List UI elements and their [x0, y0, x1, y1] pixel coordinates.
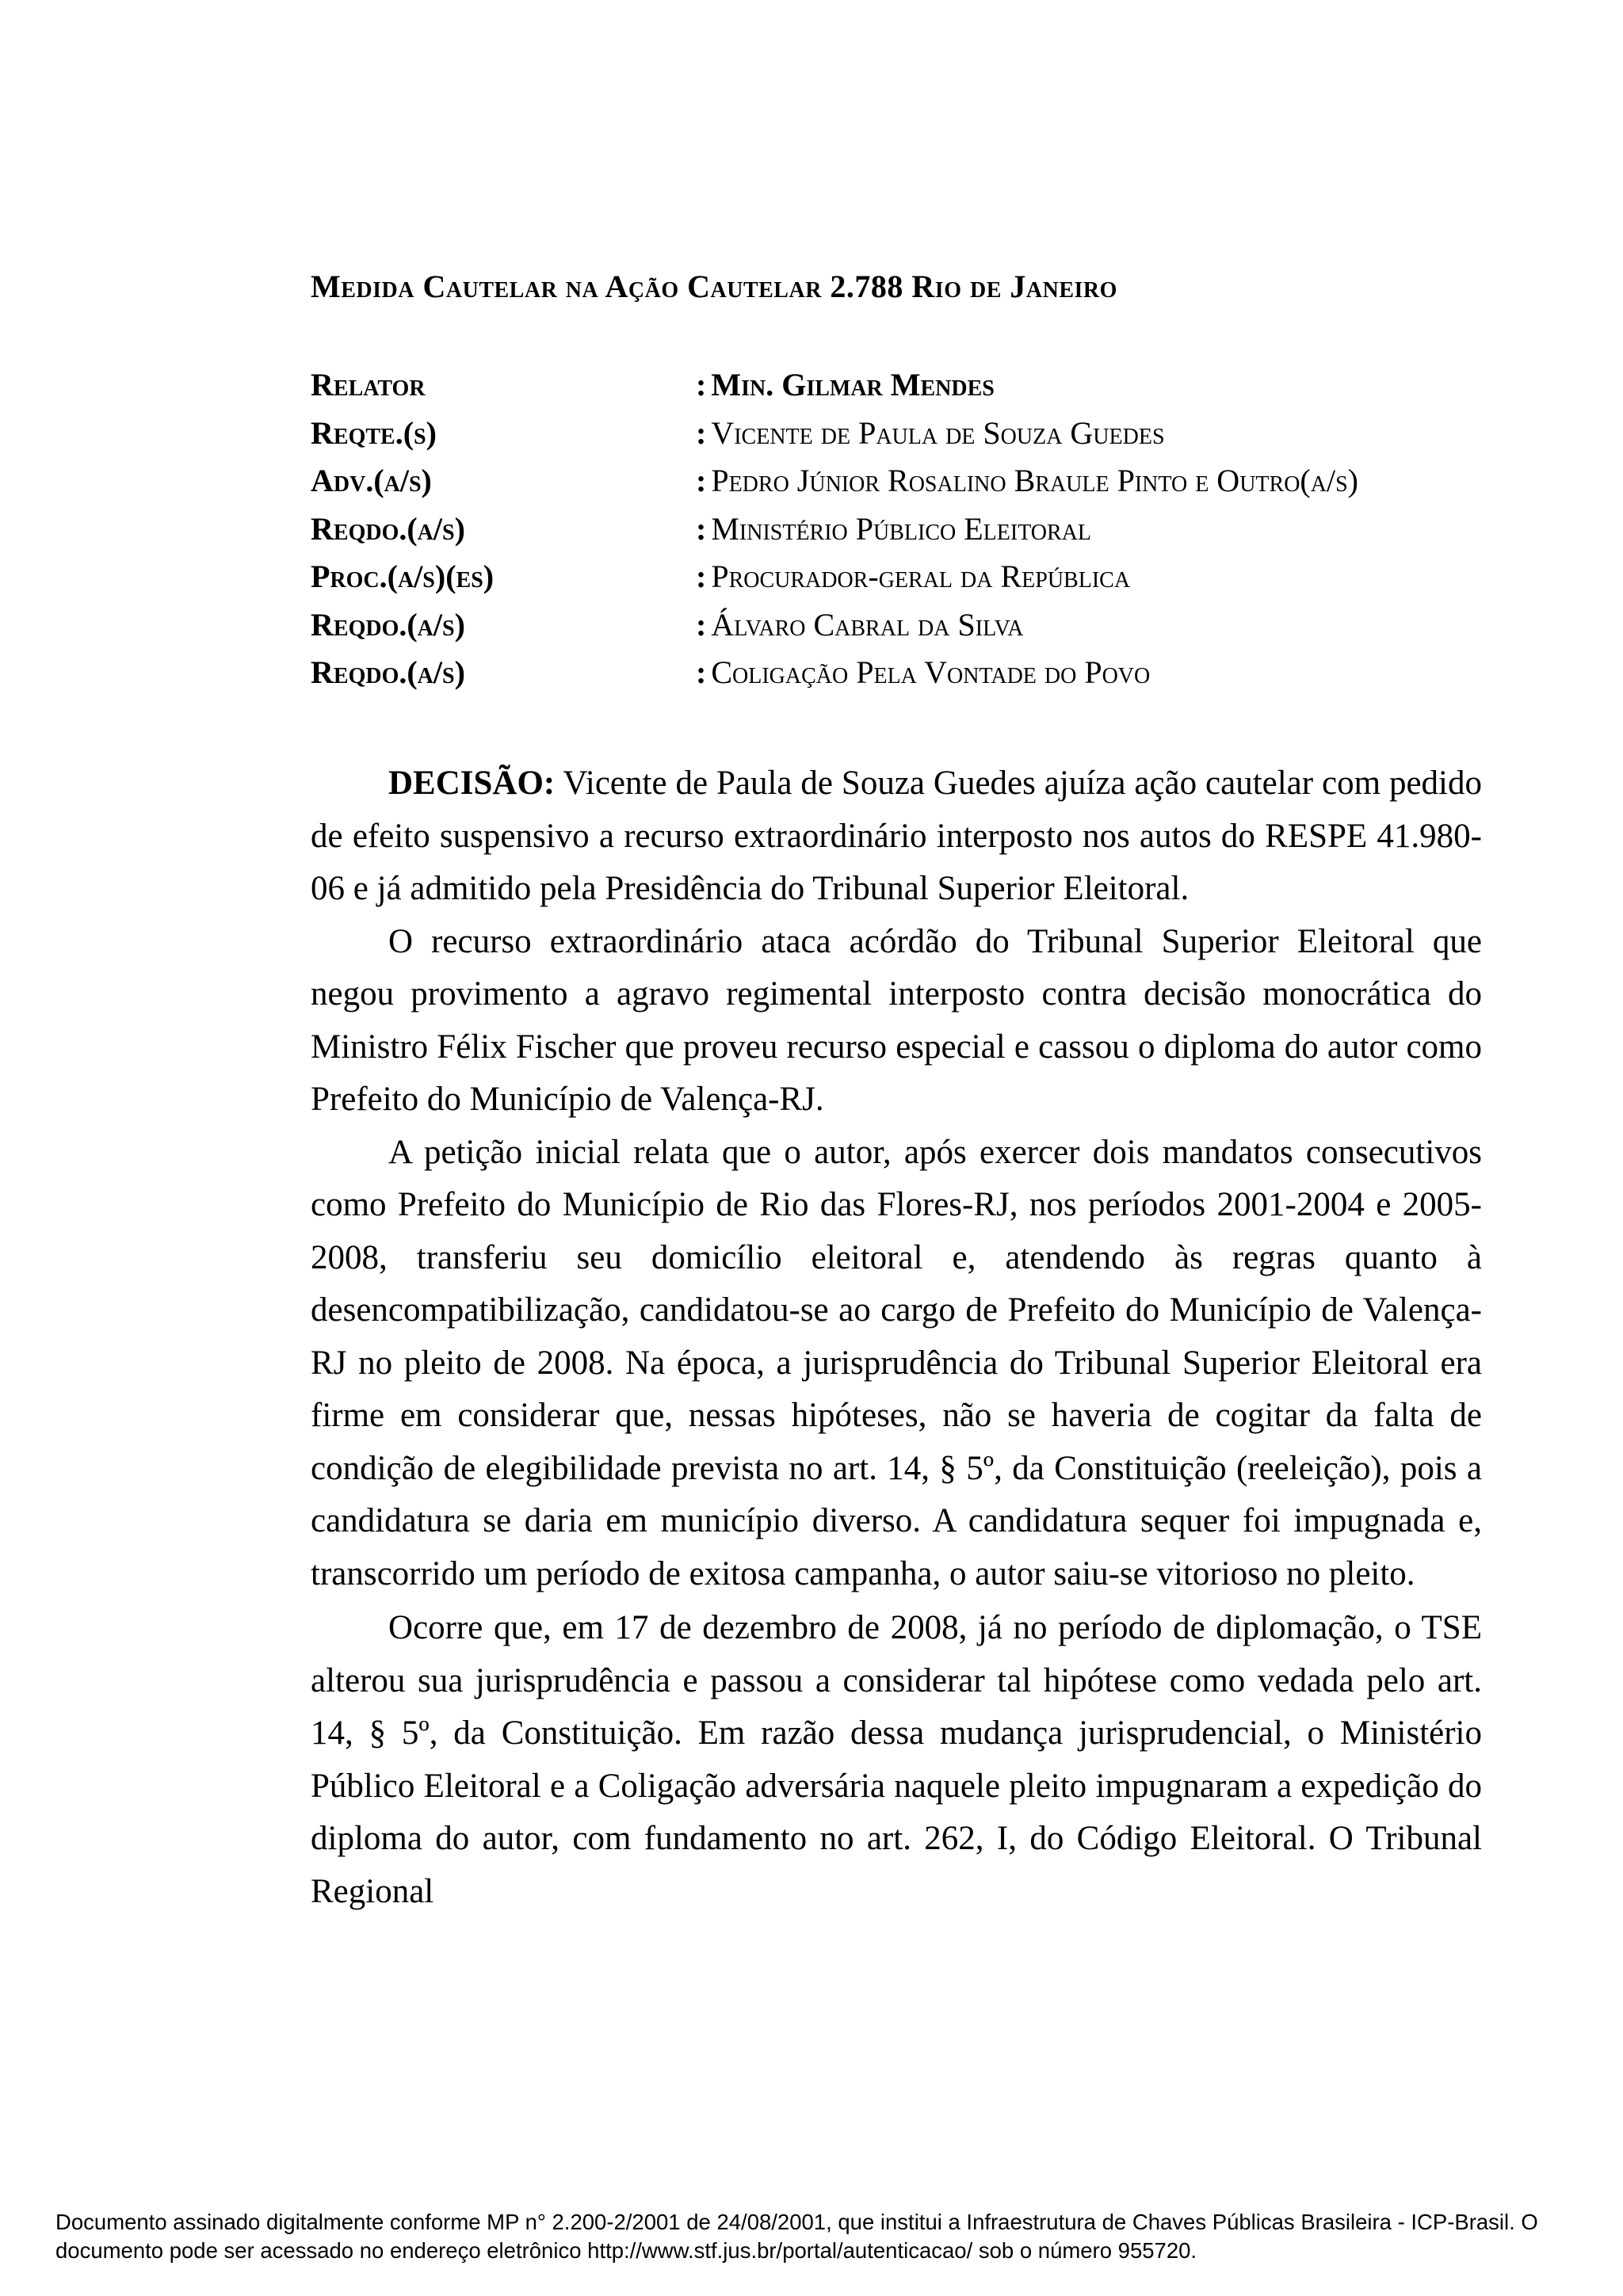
party-name: : Ministério Público Eleitoral: [696, 510, 1092, 547]
footer-line: documento pode ser acessado no endereço eletrônico http://www.stf.jus.br/portal/autenticacao/ sob o número 955720.: [55, 2238, 1197, 2263]
decision-paragraph: Ocorre que, em 17 de dezembro de 2008, já no período de diplomação, o TSE alterou sua jurisprudência e passou a considerar tal hipótese como vedada pelo art. 14, § 5º, da Constituição. Em razão dessa mudança jurisprudencial, o Ministério Público Eleitoral e a Coligação adversária naquele pleito impugnaram a expedição do diploma do autor, com fundamento no art. 262, I, do Código Eleitoral. O Tribunal Regional: [311, 1609, 1482, 1910]
parties-list: [311, 366, 1484, 702]
decision-lead: DECISÃO:: [388, 765, 556, 802]
party-role: Adv.(a/s): [311, 463, 432, 498]
party-name: : Álvaro Cabral da Silva: [696, 606, 1024, 643]
footer-line: Documento assinado digitalmente conforme MP n° 2.200-2/2001 de 24/08/2001, que institui a Infraestrutura de Chaves Públicas Brasileira - ICP-Brasil. O: [55, 2210, 1538, 2234]
party-role: Reqte.(s): [311, 414, 437, 451]
party-row: [311, 606, 1484, 654]
party-role: Reqdo.(a/s): [311, 654, 465, 690]
party-row: [311, 654, 1484, 702]
party-name: : Vicente de Paula de Souza Guedes: [696, 414, 1165, 451]
decision-paragraph: O recurso extraordinário ataca acórdão do Tribunal Superior Eleitoral que negou provimento a agravo regimental interposto contra decisão monocrática do Ministro Félix Fischer que proveu recurso especial e cassou o diploma do autor como Prefeito do Município de Valença-RJ.: [311, 922, 1482, 1118]
party-row: [311, 558, 1484, 606]
party-role: Relator: [311, 367, 426, 402]
party-name: : Pedro Júnior Rosalino Braule Pinto e Outro(a/s): [696, 463, 1358, 498]
decision-paragraph: A petição inicial relata que o autor, após exercer dois mandatos consecutivos como Prefeito do Município de Rio das Flores-RJ, nos períodos 2001-2004 e 2005-2008, transferiu seu domicílio eleitoral e, atendendo às regras quanto à desencompatibilização, candidatou-se ao cargo de Prefeito do Município de Valença-RJ no pleito de 2008. Na época, a jurisprudência do Tribunal Superior Eleitoral era firme em considerar que, nessas hipóteses, não se haveria de cogitar da falta de condição de elegibilidade prevista no art. 14, § 5º, da Constituição (reeleição), pois a candidatura se daria em município diverso. A candidatura sequer foi impugnada e, transcorrido um período de exitosa campanha, o autor saiu-se vitorioso no pleito.: [311, 1133, 1482, 1592]
digital-signature-footer: [55, 2208, 1569, 2265]
party-row: [311, 510, 1484, 559]
party-row: [311, 462, 1484, 510]
party-role: Reqdo.(a/s): [311, 510, 465, 547]
party-row: [311, 366, 1484, 414]
party-role: Reqdo.(a/s): [311, 606, 465, 643]
party-name: : Procurador-geral da República: [696, 559, 1131, 594]
document-title: Medida Cautelar na Ação Cautelar 2.788 Rio de Janeiro: [311, 269, 1117, 304]
party-role: Proc.(a/s)(es): [311, 559, 495, 594]
party-name: : Coligação Pela Vontade do Povo: [696, 654, 1151, 690]
party-name: : Min. Gilmar Mendes: [696, 367, 995, 402]
party-row: [311, 414, 1484, 463]
decision-body: [311, 757, 1482, 1918]
decision-paragraph: DECISÃO: Vicente de Paula de Souza Guedes ajuíza ação cautelar com pedido de efeito suspensivo a recurso extraordinário interposto nos autos do RESPE 41.980-06 e já admitido pela Presidência do Tribunal Superior Eleitoral.: [311, 765, 1482, 907]
